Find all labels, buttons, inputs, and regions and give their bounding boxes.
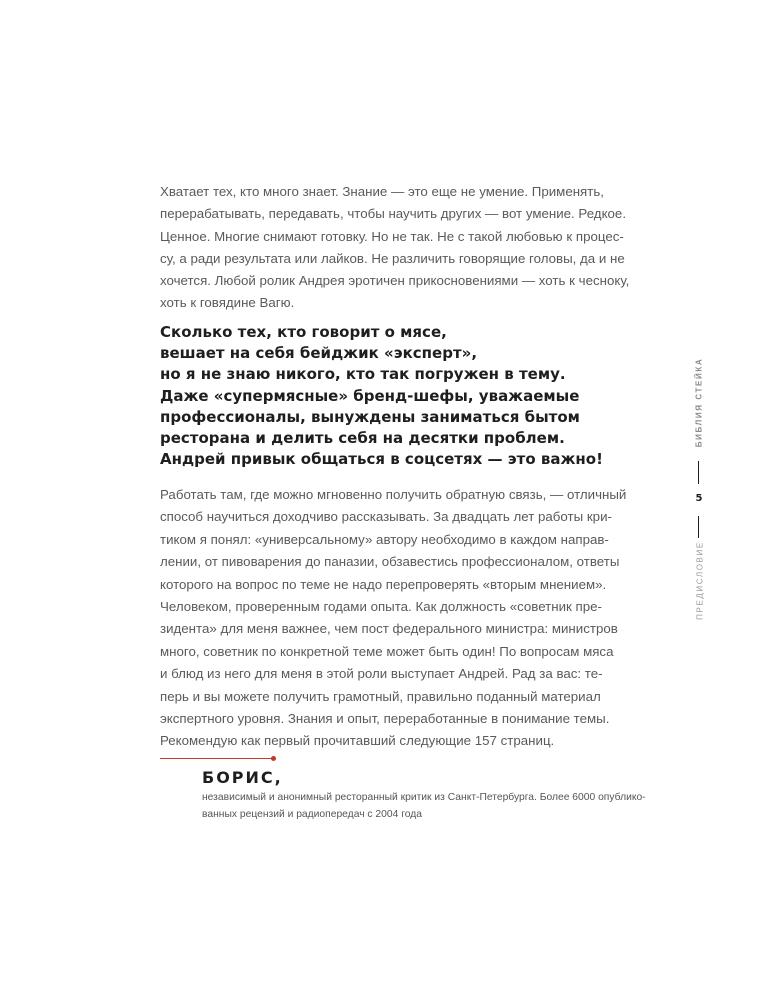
quote-line: Андрей привык общаться в соцсетях — это важно!	[160, 450, 603, 469]
pull-quote	[160, 322, 640, 470]
text-line: перь и вы можете получить грамотный, правильно поданный материал	[160, 688, 601, 704]
quote-line: ресторана и делить себя на десятки проблем.	[160, 429, 565, 448]
author-description-line: независимый и анонимный ресторанный критик из Санкт-Петербурга. Более 6000 опублико-	[202, 792, 646, 803]
running-head-book-title: БИБЛИЯ СТЕЙКА	[694, 357, 704, 448]
divider-dot	[271, 756, 276, 761]
main-paragraph	[160, 484, 660, 753]
quote-line: Даже «супермясные» бренд-шефы, уважаемые	[160, 386, 580, 405]
text-line: Рекомендую как первый прочитавший следующие 157 страниц.	[160, 733, 555, 749]
text-line: су, а ради результата или лайков. Не различить говорящие головы, да и не	[160, 250, 625, 266]
running-head-section: ПРЕДИСЛОВИЕ	[695, 541, 705, 620]
text-line: и блюд из него для меня в этой роли выступает Андрей. Рад за вас: те-	[160, 666, 603, 682]
author-name: БОРИС,	[202, 768, 283, 787]
text-line: способ научиться доходчиво рассказывать. За двадцать лет работы кри-	[160, 509, 612, 525]
author-description-line: ванных рецензий и радиопередач с 2004 года	[202, 808, 422, 820]
text-line: которого на вопрос по теме не надо перепроверять «вторым мнением».	[160, 576, 607, 592]
text-line: перерабатывать, передавать, чтобы научить других — вот умение. Редкое.	[160, 206, 627, 222]
text-line: Работать там, где можно мгновенно получить обратную связь, — отличный	[160, 487, 627, 502]
quote-line: профессионалы, вынуждены заниматься бытом	[160, 407, 580, 426]
text-line: много, советник по конкретной теме может быть один! По вопросам мяса	[160, 643, 614, 659]
text-line: зидента» для меня важнее, чем пост федерального министра: министров	[160, 621, 618, 637]
text-line: хочется. Любой ролик Андрея эротичен прикосновениями — хоть к чесноку,	[160, 273, 630, 289]
quote-line: Сколько тех, кто говорит о мясе,	[160, 323, 447, 341]
page-number: 5	[695, 493, 703, 504]
text-line: Хватает тех, кто много знает. Знание — это еще не умение. Применять,	[160, 184, 604, 199]
text-line: хоть к говядине Вагю.	[160, 295, 295, 311]
sidebar-rule-top	[698, 461, 699, 484]
quote-line: вешает на себя бейджик «эксперт»,	[160, 344, 478, 363]
author-description	[202, 790, 662, 823]
text-line: Человеком, проверенным годами опыта. Как должность «советник пре-	[160, 599, 602, 615]
signature-divider	[160, 758, 273, 759]
quote-line: но я не знаю никого, кто так погружен в тему.	[160, 365, 566, 384]
intro-paragraph	[160, 181, 660, 315]
text-line: тиком я понял: «универсальному» автору необходимо в каждом направ-	[160, 531, 609, 547]
text-line: лении, от пивоварения до паназии, обзавестись профессионалом, ответы	[160, 554, 620, 570]
text-line: экспертного уровня. Знания и опыт, переработанные в понимание темы.	[160, 711, 610, 727]
text-line: Ценное. Многие снимают готовку. Но не так. Не с такой любовью к процес-	[160, 228, 624, 244]
